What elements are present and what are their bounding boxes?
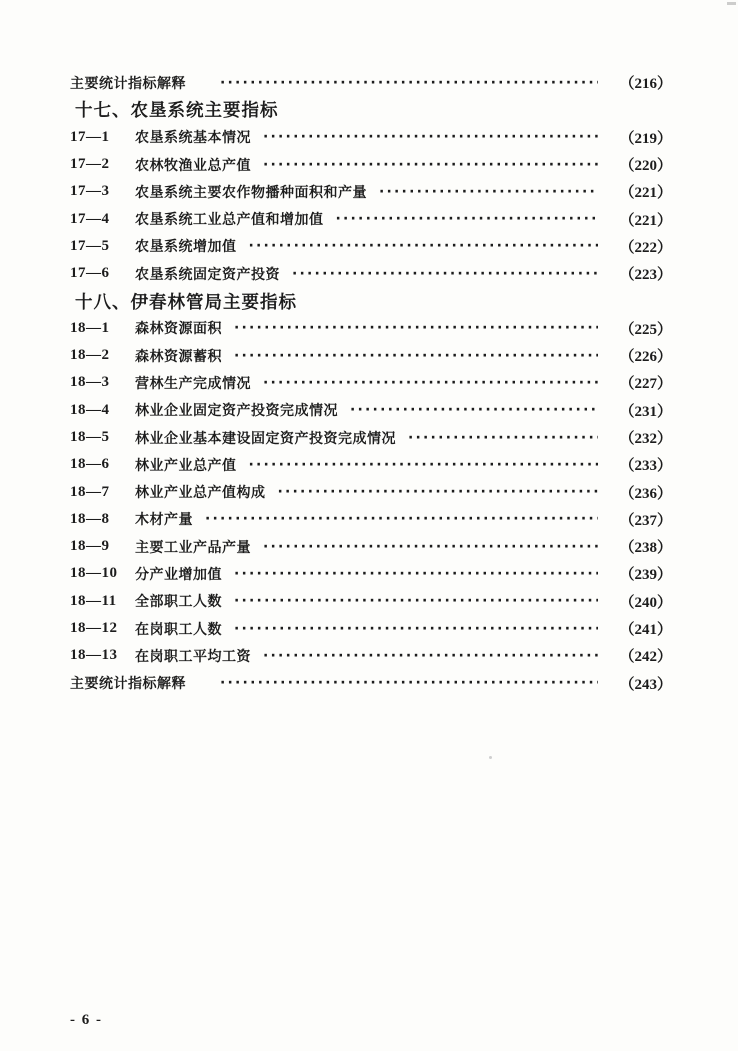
dot-leader	[234, 620, 598, 638]
toc-entry-title: 木材产量	[135, 511, 193, 528]
toc-entry-number: 18—11	[70, 592, 117, 609]
toc-row	[70, 478, 672, 505]
toc-entry-number: 18—12	[70, 620, 118, 637]
toc-page-number: （222）	[619, 239, 672, 256]
toc-entry-number: 17—2	[70, 156, 110, 173]
footer-page-number: - 6 -	[70, 1012, 103, 1028]
toc-page-number: （237）	[619, 512, 672, 529]
dot-leader	[249, 456, 599, 474]
dot-leader	[263, 374, 598, 392]
toc-row	[70, 124, 672, 151]
toc-entry-number: 18—7	[70, 483, 110, 500]
toc-page-number: （226）	[619, 349, 672, 366]
toc-entry-number: 17—6	[70, 265, 110, 282]
toc-row	[70, 315, 672, 342]
toc-row	[70, 69, 672, 96]
toc-entry-number: 18—8	[70, 510, 110, 527]
scan-artifact	[489, 756, 492, 759]
toc-page-number: （220）	[619, 158, 672, 175]
toc-row	[70, 260, 672, 287]
toc-entry-number: 18—5	[70, 429, 110, 445]
toc-page-number: （242）	[619, 649, 672, 666]
toc-entry-number: 18—2	[70, 347, 110, 364]
toc-row	[70, 233, 672, 260]
toc-page-number: （231）	[619, 403, 672, 420]
toc-row	[70, 369, 672, 396]
dot-leader	[336, 210, 599, 228]
dot-leader	[278, 483, 599, 501]
toc-row	[70, 342, 672, 369]
dot-leader	[408, 429, 598, 447]
toc-entry-title: 全部职工人数	[135, 593, 222, 610]
toc-row	[70, 397, 672, 424]
dot-leader	[234, 319, 598, 337]
toc-page-number: （233）	[619, 458, 672, 475]
table-of-contents	[70, 69, 672, 697]
dot-leader	[350, 401, 598, 419]
toc-entry-number: 18—4	[70, 401, 110, 418]
dot-leader	[234, 592, 598, 610]
toc-entry-title: 主要统计指标解释	[70, 675, 186, 692]
dot-leader	[220, 74, 598, 92]
toc-row	[70, 533, 672, 560]
toc-entry-title: 农林牧渔业总产值	[135, 156, 251, 173]
toc-row	[70, 506, 672, 533]
dot-leader	[263, 538, 598, 556]
toc-entry-number: 18—9	[70, 538, 110, 555]
toc-row	[70, 670, 672, 697]
toc-row	[70, 560, 672, 587]
dot-leader	[220, 674, 598, 692]
toc-page-number: （221）	[619, 212, 672, 229]
toc-page-number: （243）	[619, 676, 672, 693]
toc-page-number: （240）	[619, 594, 672, 611]
toc-entry-number: 18—10	[70, 565, 118, 582]
toc-entry-number: 17—3	[70, 183, 110, 200]
dot-leader	[263, 647, 598, 665]
toc-row	[70, 178, 672, 205]
toc-row	[70, 615, 672, 642]
toc-entry-title: 营林生产完成情况	[135, 374, 251, 391]
toc-page-number: （239）	[619, 567, 672, 584]
toc-entry-title: 主要统计指标解释	[70, 74, 186, 91]
toc-entry-title: 林业企业基本建设固定资产投资完成情况	[135, 429, 396, 446]
dot-leader	[234, 565, 598, 583]
toc-section-row	[70, 287, 672, 314]
toc-entry-title: 分产业增加值	[135, 565, 222, 582]
section-heading: 十八、伊春林管局主要指标	[75, 291, 297, 312]
toc-entry-title: 农垦系统工业总产值和增加值	[135, 211, 324, 228]
toc-row	[70, 424, 672, 451]
toc-row	[70, 588, 672, 615]
toc-entry-number: 17—5	[70, 237, 110, 254]
toc-page-number: （232）	[619, 431, 672, 447]
toc-entry-number: 17—4	[70, 210, 110, 227]
toc-page-number: （219）	[619, 130, 672, 147]
toc-entry-title: 森林资源面积	[135, 320, 222, 337]
toc-entry-title: 林业产业总产值构成	[135, 484, 266, 501]
toc-row	[70, 451, 672, 478]
dot-leader	[263, 156, 598, 174]
toc-entry-title: 森林资源蓄积	[135, 347, 222, 364]
toc-entry-title: 林业企业固定资产投资完成情况	[135, 402, 338, 419]
toc-section-row	[70, 96, 672, 123]
toc-entry-title: 农垦系统基本情况	[135, 129, 251, 146]
section-heading: 十七、农垦系统主要指标	[75, 100, 279, 121]
toc-entry-number: 18—3	[70, 374, 110, 391]
toc-page-number: （223）	[619, 267, 672, 284]
toc-entry-title: 在岗职工平均工资	[135, 647, 251, 664]
toc-page-number: （236）	[619, 485, 672, 502]
toc-entry-title: 林业产业总产值	[135, 456, 237, 473]
toc-entry-title: 农垦系统主要农作物播种面积和产量	[135, 183, 367, 200]
toc-entry-number: 18—6	[70, 456, 110, 473]
dot-leader	[292, 265, 598, 283]
toc-entry-number: 17—1	[70, 128, 110, 145]
toc-entry-title: 主要工业产品产量	[135, 538, 251, 555]
toc-row	[70, 642, 672, 669]
toc-page-number: （225）	[619, 321, 672, 338]
toc-page-number: （241）	[619, 622, 672, 639]
toc-page-number: （216）	[619, 76, 672, 93]
toc-entry-title: 农垦系统增加值	[135, 238, 237, 255]
dot-leader	[205, 510, 598, 528]
toc-entry-title: 在岗职工人数	[135, 620, 222, 637]
toc-page-number: （227）	[619, 376, 672, 393]
toc-page-number: （221）	[619, 185, 672, 202]
toc-page-number: （238）	[619, 540, 672, 557]
dot-leader	[263, 128, 598, 146]
dot-leader	[379, 183, 598, 201]
toc-entry-title: 农垦系统固定资产投资	[135, 265, 280, 282]
scan-artifact	[727, 2, 736, 5]
dot-leader	[249, 237, 599, 255]
toc-entry-number: 18—1	[70, 319, 110, 336]
toc-row	[70, 205, 672, 232]
toc-row	[70, 151, 672, 178]
dot-leader	[234, 347, 598, 365]
toc-entry-number: 18—13	[70, 647, 118, 664]
